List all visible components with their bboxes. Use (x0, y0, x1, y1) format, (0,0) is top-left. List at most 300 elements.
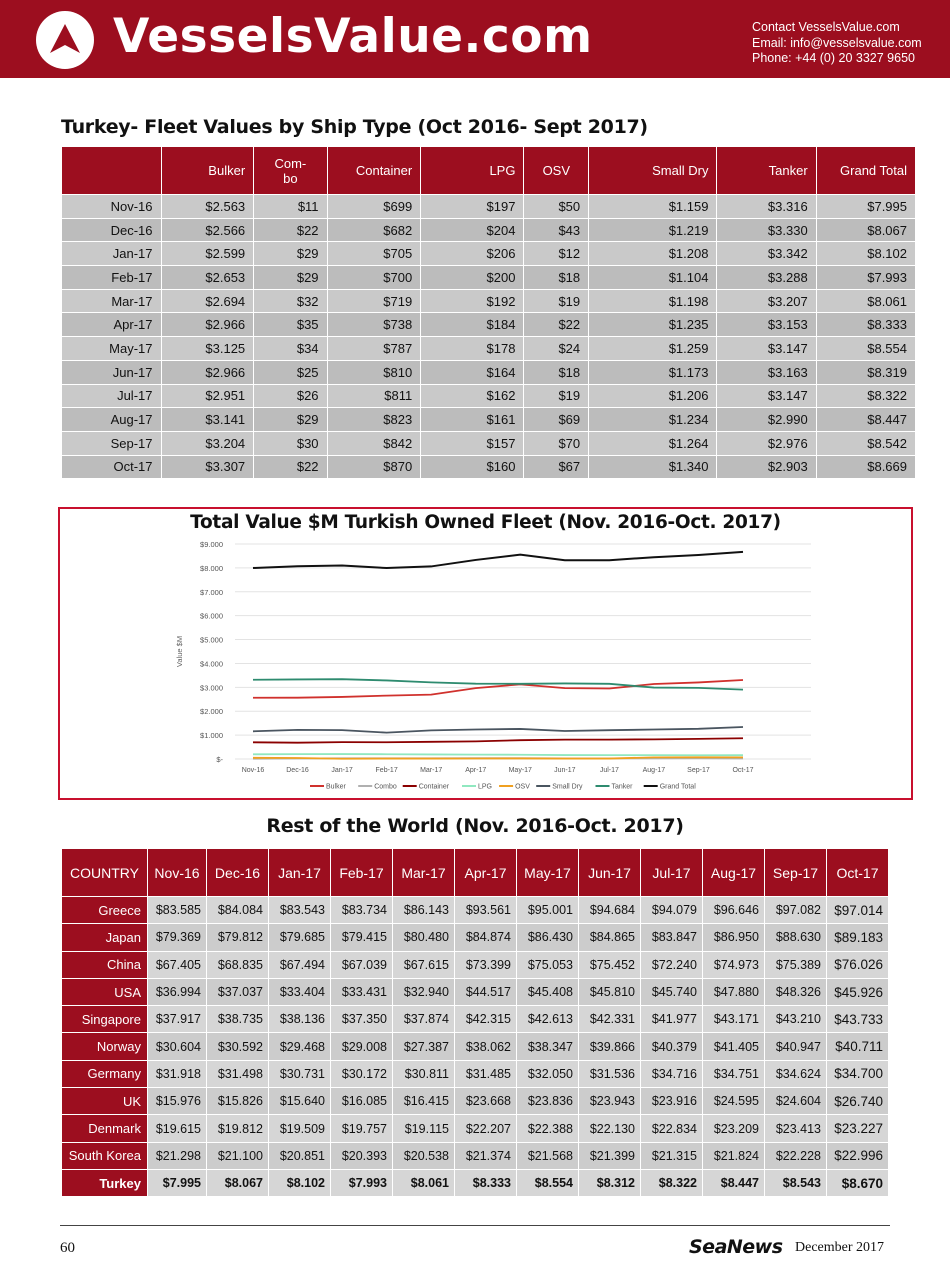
table-cell: $24.595 (703, 1088, 765, 1115)
row-label: Aug-17 (62, 408, 162, 432)
y-tick-label: $3.000 (200, 683, 223, 693)
table-cell: $86.950 (703, 924, 765, 951)
y-tick-label: $- (216, 755, 223, 764)
column-header: Container (327, 147, 421, 195)
table-cell: $20.393 (331, 1142, 393, 1169)
column-header: May-17 (517, 849, 579, 897)
x-tick-label: Aug-17 (642, 767, 666, 774)
table-cell: $83.847 (641, 924, 703, 951)
table-cell: $36.994 (148, 978, 207, 1005)
table-cell: $42.331 (579, 1006, 641, 1033)
table-cell: $3.147 (717, 384, 816, 408)
table-row (62, 337, 916, 361)
table-cell: $3.316 (717, 195, 816, 219)
table-cell: $34.751 (703, 1060, 765, 1087)
table-cell: $19.812 (207, 1115, 269, 1142)
legend-entry: Grand Total (659, 783, 696, 791)
column-header: Apr-17 (455, 849, 517, 897)
table-cell: $89.183 (827, 924, 889, 951)
table-cell: $870 (327, 455, 421, 479)
table-cell: $16.415 (393, 1088, 455, 1115)
table-cell: $83.734 (331, 897, 393, 924)
column-header: Jul-17 (641, 849, 703, 897)
column-header: Mar-17 (393, 849, 455, 897)
world-fleet-table (61, 848, 889, 1197)
row-label: UK (62, 1088, 148, 1115)
table-row (62, 289, 916, 313)
table-cell: $35 (254, 313, 327, 337)
table-cell: $8.447 (816, 408, 915, 432)
table-cell: $1.264 (589, 431, 717, 455)
table-cell: $197 (421, 195, 524, 219)
table-row (62, 1006, 889, 1033)
table-cell: $2.951 (161, 384, 254, 408)
table-cell: $22.834 (641, 1115, 703, 1142)
table-cell: $75.452 (579, 951, 641, 978)
legend-entry: LPG (478, 783, 493, 791)
table-cell: $47.880 (703, 978, 765, 1005)
x-tick-label: Sep-17 (687, 767, 710, 774)
table-row (62, 978, 889, 1005)
table-cell: $84.874 (455, 924, 517, 951)
table-cell: $3.307 (161, 455, 254, 479)
table-cell: $38.136 (269, 1006, 331, 1033)
table-cell: $1.104 (589, 266, 717, 290)
table-cell: $80.480 (393, 924, 455, 951)
publication-logo: SeaNews (689, 1236, 783, 1258)
table-cell: $33.431 (331, 978, 393, 1005)
table-cell: $1.340 (589, 455, 717, 479)
table-cell: $2.566 (161, 218, 254, 242)
row-label: Jan-17 (62, 242, 162, 266)
table-cell: $40.711 (827, 1033, 889, 1060)
table-cell: $3.163 (717, 360, 816, 384)
series-line-small-dry (253, 727, 743, 733)
table-cell: $11 (254, 195, 327, 219)
x-tick-label: Apr-17 (465, 767, 487, 774)
legend-entry: Container (418, 783, 450, 791)
table-cell: $2.599 (161, 242, 254, 266)
table-cell: $23.413 (765, 1115, 827, 1142)
legend-entry: Tanker (611, 783, 633, 791)
table-cell: $70 (524, 431, 589, 455)
table-cell: $79.685 (269, 924, 331, 951)
table-cell: $21.315 (641, 1142, 703, 1169)
table-cell: $30.811 (393, 1060, 455, 1087)
table-cell: $44.517 (455, 978, 517, 1005)
table-cell: $8.542 (816, 431, 915, 455)
table-cell: $705 (327, 242, 421, 266)
table-cell: $7.993 (331, 1169, 393, 1196)
table-cell: $75.053 (517, 951, 579, 978)
table-cell: $3.147 (717, 337, 816, 361)
table-row (62, 1115, 889, 1142)
table-cell: $22 (524, 313, 589, 337)
table-cell: $37.037 (207, 978, 269, 1005)
table-cell: $22.996 (827, 1142, 889, 1169)
table-cell: $8.322 (816, 384, 915, 408)
table-header-row (62, 849, 889, 897)
table-cell: $29 (254, 266, 327, 290)
table-cell: $76.026 (827, 951, 889, 978)
table-cell: $719 (327, 289, 421, 313)
table-cell: $192 (421, 289, 524, 313)
table-cell: $23.668 (455, 1088, 517, 1115)
table-row (62, 266, 916, 290)
table-cell: $27.387 (393, 1033, 455, 1060)
table-cell: $206 (421, 242, 524, 266)
table-cell: $68.835 (207, 951, 269, 978)
table-cell: $738 (327, 313, 421, 337)
table-cell: $83.543 (269, 897, 331, 924)
table-cell: $95.001 (517, 897, 579, 924)
table-cell: $84.084 (207, 897, 269, 924)
table-row (62, 1142, 889, 1169)
table-cell: $45.926 (827, 978, 889, 1005)
table-cell: $22.130 (579, 1115, 641, 1142)
table-cell: $42.613 (517, 1006, 579, 1033)
table-cell: $161 (421, 408, 524, 432)
x-tick-label: Jul-17 (599, 767, 619, 774)
table-cell: $31.918 (148, 1060, 207, 1087)
table-cell: $39.866 (579, 1033, 641, 1060)
table-cell: $43.171 (703, 1006, 765, 1033)
table-cell: $700 (327, 266, 421, 290)
table-cell: $3.125 (161, 337, 254, 361)
table-cell: $97.014 (827, 897, 889, 924)
row-label: May-17 (62, 337, 162, 361)
contact-email: Email: info@vesselsvalue.com (752, 35, 922, 50)
x-tick-label: Feb-17 (375, 767, 398, 774)
table-cell: $200 (421, 266, 524, 290)
row-label: Feb-17 (62, 266, 162, 290)
table-row (62, 218, 916, 242)
row-label: Nov-16 (62, 195, 162, 219)
table-cell: $7.993 (816, 266, 915, 290)
table-cell: $24 (524, 337, 589, 361)
table-cell: $31.485 (455, 1060, 517, 1087)
table-cell: $23.836 (517, 1088, 579, 1115)
column-header: Nov-16 (148, 849, 207, 897)
row-label: Oct-17 (62, 455, 162, 479)
table-cell: $41.977 (641, 1006, 703, 1033)
table-cell: $162 (421, 384, 524, 408)
table-cell: $2.563 (161, 195, 254, 219)
table-cell: $810 (327, 360, 421, 384)
table-cell: $79.415 (331, 924, 393, 951)
x-tick-label: Nov-16 (241, 767, 265, 774)
row-label: Germany (62, 1060, 148, 1087)
column-header: Jun-17 (579, 849, 641, 897)
table-row (62, 313, 916, 337)
x-tick-label: Oct-17 (732, 767, 754, 774)
column-header: Com- bo (254, 147, 327, 195)
table-cell: $86.430 (517, 924, 579, 951)
table-cell: $787 (327, 337, 421, 361)
y-tick-label: $7.000 (200, 587, 223, 597)
table-cell: $67 (524, 455, 589, 479)
table-cell: $38.735 (207, 1006, 269, 1033)
row-label: Dec-16 (62, 218, 162, 242)
table-cell: $67.039 (331, 951, 393, 978)
table-cell: $2.976 (717, 431, 816, 455)
table-cell: $38.062 (455, 1033, 517, 1060)
table-cell: $3.207 (717, 289, 816, 313)
table-cell: $37.350 (331, 1006, 393, 1033)
table-cell: $178 (421, 337, 524, 361)
table-cell: $31.498 (207, 1060, 269, 1087)
series-line-container (253, 738, 743, 742)
table-header-row (62, 147, 916, 195)
column-header: COUNTRY (62, 849, 148, 897)
table-cell: $21.568 (517, 1142, 579, 1169)
row-label: South Korea (62, 1142, 148, 1169)
table-cell: $18 (524, 266, 589, 290)
table-cell: $8.061 (816, 289, 915, 313)
table-cell: $34 (254, 337, 327, 361)
table-cell: $37.874 (393, 1006, 455, 1033)
table-cell: $23.227 (827, 1115, 889, 1142)
table-cell: $34.624 (765, 1060, 827, 1087)
y-tick-label: $6.000 (200, 611, 223, 621)
column-header: Dec-16 (207, 849, 269, 897)
table-cell: $40.379 (641, 1033, 703, 1060)
table-cell: $48.326 (765, 978, 827, 1005)
table-cell: $94.079 (641, 897, 703, 924)
turkey-table-title: Turkey- Fleet Values by Ship Type (Oct 2016- Sept 2017) (61, 116, 648, 138)
table-cell: $20.538 (393, 1142, 455, 1169)
table-cell: $21.399 (579, 1142, 641, 1169)
table-cell: $19.615 (148, 1115, 207, 1142)
table-cell: $38.347 (517, 1033, 579, 1060)
table-cell: $34.716 (641, 1060, 703, 1087)
table-cell: $19 (524, 384, 589, 408)
table-cell: $811 (327, 384, 421, 408)
x-tick-label: Dec-16 (286, 767, 309, 774)
table-cell: $3.141 (161, 408, 254, 432)
table-row (62, 242, 916, 266)
table-cell: $8.102 (269, 1169, 331, 1196)
table-cell: $7.995 (816, 195, 915, 219)
table-cell: $8.554 (816, 337, 915, 361)
turkey-fleet-table (61, 146, 916, 479)
world-table-title: Rest of the World (Nov. 2016-Oct. 2017) (266, 815, 684, 837)
series-line-grand-total (253, 552, 743, 568)
y-tick-label: $5.000 (200, 635, 223, 645)
table-cell: $40.947 (765, 1033, 827, 1060)
table-cell: $50 (524, 195, 589, 219)
legend-entry: Combo (374, 783, 397, 791)
table-cell: $23.943 (579, 1088, 641, 1115)
issue-date: December 2017 (795, 1240, 885, 1255)
table-cell: $45.810 (579, 978, 641, 1005)
table-cell: $8.447 (703, 1169, 765, 1196)
table-cell: $23.209 (703, 1115, 765, 1142)
table-cell: $79.369 (148, 924, 207, 951)
column-header: Small Dry (589, 147, 717, 195)
table-row (62, 360, 916, 384)
table-cell: $2.653 (161, 266, 254, 290)
table-cell: $1.173 (589, 360, 717, 384)
contact-info (752, 20, 922, 67)
table-cell: $15.976 (148, 1088, 207, 1115)
table-cell: $1.206 (589, 384, 717, 408)
column-header: Grand Total (816, 147, 915, 195)
table-cell: $160 (421, 455, 524, 479)
table-cell: $1.198 (589, 289, 717, 313)
table-cell: $45.408 (517, 978, 579, 1005)
table-row (62, 951, 889, 978)
table-cell: $26.740 (827, 1088, 889, 1115)
x-tick-label: Jun-17 (554, 767, 576, 774)
x-tick-label: Mar-17 (420, 767, 443, 774)
table-cell: $3.330 (717, 218, 816, 242)
table-cell: $69 (524, 408, 589, 432)
row-label: Sep-17 (62, 431, 162, 455)
series-line-tanker (253, 679, 743, 689)
row-label: Turkey (62, 1169, 148, 1196)
row-label: China (62, 951, 148, 978)
table-cell: $15.640 (269, 1088, 331, 1115)
series-line-lpg (253, 754, 743, 755)
table-cell: $29 (254, 242, 327, 266)
table-cell: $32.940 (393, 978, 455, 1005)
table-cell: $184 (421, 313, 524, 337)
table-cell: $22 (254, 218, 327, 242)
line-chart-svg (60, 509, 911, 798)
table-cell: $21.100 (207, 1142, 269, 1169)
table-cell: $8.333 (816, 313, 915, 337)
table-cell: $21.824 (703, 1142, 765, 1169)
table-cell: $43.733 (827, 1006, 889, 1033)
table-cell: $12 (524, 242, 589, 266)
table-cell: $96.646 (703, 897, 765, 924)
table-cell: $31.536 (579, 1060, 641, 1087)
table-cell: $29.468 (269, 1033, 331, 1060)
table-cell: $43 (524, 218, 589, 242)
table-cell: $1.208 (589, 242, 717, 266)
table-cell: $3.288 (717, 266, 816, 290)
table-cell: $33.404 (269, 978, 331, 1005)
table-cell: $1.219 (589, 218, 717, 242)
table-cell: $43.210 (765, 1006, 827, 1033)
table-row (62, 455, 916, 479)
table-cell: $21.298 (148, 1142, 207, 1169)
y-tick-label: $4.000 (200, 659, 223, 669)
table-cell: $88.630 (765, 924, 827, 951)
row-label: Apr-17 (62, 313, 162, 337)
row-label: Greece (62, 897, 148, 924)
table-row (62, 195, 916, 219)
column-header (62, 147, 162, 195)
row-label: Mar-17 (62, 289, 162, 313)
table-cell: $18 (524, 360, 589, 384)
column-header: Sep-17 (765, 849, 827, 897)
table-row (62, 1033, 889, 1060)
table-cell: $22.388 (517, 1115, 579, 1142)
contact-phone: Phone: +44 (0) 20 3327 9650 (752, 51, 915, 65)
table-cell: $67.615 (393, 951, 455, 978)
row-label: Jun-17 (62, 360, 162, 384)
table-cell: $823 (327, 408, 421, 432)
table-row (62, 924, 889, 951)
row-label: Denmark (62, 1115, 148, 1142)
table-cell: $7.995 (148, 1169, 207, 1196)
table-cell: $30 (254, 431, 327, 455)
table-cell: $93.561 (455, 897, 517, 924)
table-cell: $67.405 (148, 951, 207, 978)
fleet-value-chart (58, 507, 913, 800)
page-number: 60 (60, 1240, 75, 1256)
table-cell: $164 (421, 360, 524, 384)
table-cell: $19.509 (269, 1115, 331, 1142)
table-cell: $15.826 (207, 1088, 269, 1115)
table-cell: $30.604 (148, 1033, 207, 1060)
table-cell: $8.067 (816, 218, 915, 242)
table-row (62, 431, 916, 455)
table-cell: $8.333 (455, 1169, 517, 1196)
y-axis-label: Value $M (175, 635, 184, 668)
legend-entry: Bulker (326, 783, 346, 791)
table-cell: $23.916 (641, 1088, 703, 1115)
table-cell: $41.405 (703, 1033, 765, 1060)
table-cell: $1.259 (589, 337, 717, 361)
table-cell: $94.684 (579, 897, 641, 924)
table-cell: $8.554 (517, 1169, 579, 1196)
table-cell: $32 (254, 289, 327, 313)
table-cell: $22 (254, 455, 327, 479)
table-cell: $30.731 (269, 1060, 331, 1087)
table-cell: $79.812 (207, 924, 269, 951)
table-cell: $29.008 (331, 1033, 393, 1060)
table-cell: $30.592 (207, 1033, 269, 1060)
table-cell: $32.050 (517, 1060, 579, 1087)
table-cell: $37.917 (148, 1006, 207, 1033)
table-cell: $19.757 (331, 1115, 393, 1142)
table-cell: $8.669 (816, 455, 915, 479)
row-label: Jul-17 (62, 384, 162, 408)
column-header: LPG (421, 147, 524, 195)
legend-entry: OSV (515, 783, 530, 791)
table-cell: $8.061 (393, 1169, 455, 1196)
table-cell: $204 (421, 218, 524, 242)
table-cell: $42.315 (455, 1006, 517, 1033)
x-tick-label: Jan-17 (331, 767, 353, 774)
table-cell: $1.159 (589, 195, 717, 219)
table-row (62, 1169, 889, 1196)
table-cell: $24.604 (765, 1088, 827, 1115)
table-cell: $699 (327, 195, 421, 219)
column-header: Aug-17 (703, 849, 765, 897)
table-cell: $29 (254, 408, 327, 432)
table-cell: $3.204 (161, 431, 254, 455)
contact-line: Contact VesselsValue.com (752, 20, 900, 34)
table-cell: $21.374 (455, 1142, 517, 1169)
table-cell: $2.966 (161, 360, 254, 384)
y-tick-label: $2.000 (200, 707, 223, 717)
table-cell: $157 (421, 431, 524, 455)
table-cell: $8.067 (207, 1169, 269, 1196)
table-cell: $1.235 (589, 313, 717, 337)
legend-entry: Small Dry (552, 783, 583, 791)
table-row (62, 384, 916, 408)
row-label: Singapore (62, 1006, 148, 1033)
table-cell: $8.319 (816, 360, 915, 384)
column-header: Bulker (161, 147, 254, 195)
table-cell: $3.153 (717, 313, 816, 337)
y-tick-label: $9.000 (200, 540, 223, 549)
column-header: Feb-17 (331, 849, 393, 897)
